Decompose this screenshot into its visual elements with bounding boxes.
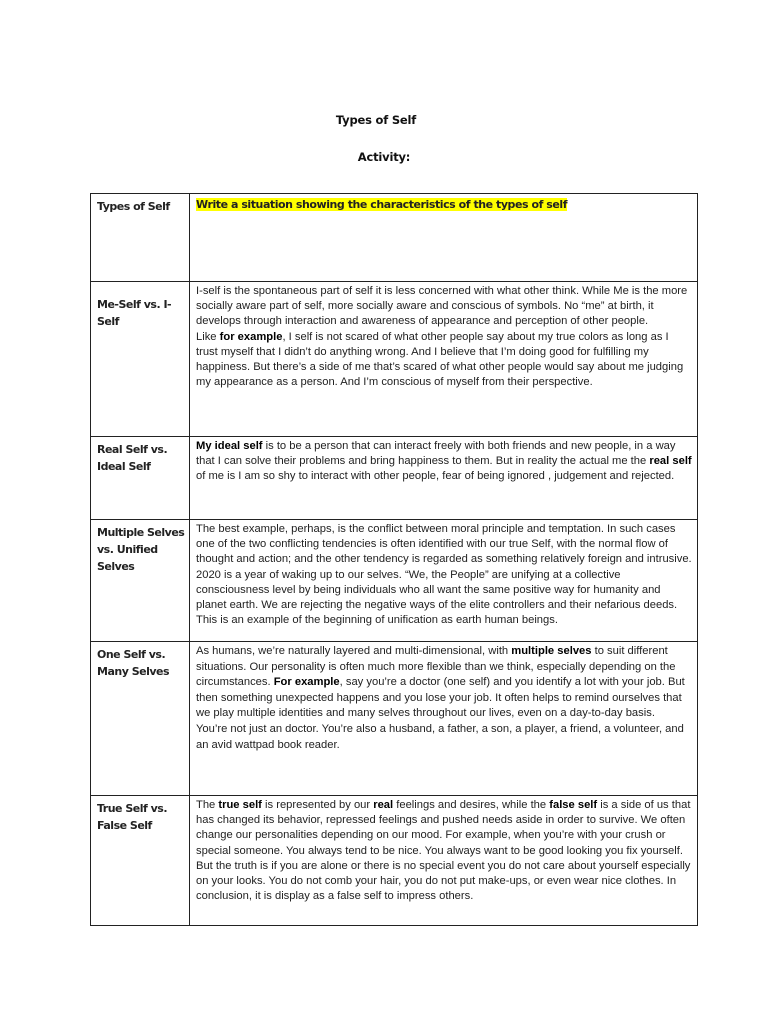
text-run: feelings and desires, while the xyxy=(393,799,550,811)
bold-run: real self xyxy=(649,455,692,468)
table-row xyxy=(91,437,698,520)
table-row xyxy=(91,282,698,437)
one-self-paragraph-2: You’re not just an doctor. You’re also a husband, a father, a son, a player, a friend, a volunteer, and an avid wattpad book reader. xyxy=(196,722,684,751)
table-row xyxy=(91,520,698,642)
row-body-cell xyxy=(190,520,698,642)
table-row xyxy=(91,642,698,796)
row-label-real-self: Real Self vs. Ideal Self xyxy=(97,443,168,473)
multiple-selves-paragraph-2: 2020 is a year of waking up to our selves. “We, the People” are unifying at a collective consciousness level by being individuals who all want the same positive way for humanity and planet earth. We are rejecting the negative ways of the elite controllers and their nefarious deeds. This is an example of the beginning of unification as earth human beings. xyxy=(196,568,678,627)
text-run: is represented by our xyxy=(261,799,374,811)
header-label-cell xyxy=(91,194,190,282)
bold-run: false self xyxy=(549,799,598,811)
true-self-paragraph xyxy=(196,798,693,904)
header-label: Types of Self xyxy=(97,200,170,213)
bold-run: real xyxy=(373,799,394,811)
row-label-cell xyxy=(91,282,190,437)
row-body-cell xyxy=(190,437,698,520)
text-run: of me is I am so shy to interact with other people, fear of being ignored , judgement and rejected. xyxy=(196,470,675,483)
bold-run: multiple selves xyxy=(511,645,592,657)
header-instruction-cell xyxy=(190,194,698,282)
text-run: , say you’re a doctor (one self) and you identify a lot with your job. But then something unexpected happens and you lose your job. It often helps to remind ourselves that we play multiple identities and many selves throughout our lives, even on a day-to-day basis. xyxy=(196,676,685,720)
row-body-cell xyxy=(190,282,698,437)
document-subtitle: Activity: xyxy=(357,150,411,164)
row-label-cell xyxy=(91,642,190,796)
bold-run: for example xyxy=(219,330,283,343)
row-label-cell xyxy=(91,437,190,520)
text-run: The xyxy=(196,799,219,811)
bold-run: true self xyxy=(218,799,262,811)
text-run: , I self is not scared of what other people say about my true colors as long as I trust myself that I didn’t do anything wrong. And I believe that I’m doing good for fulfilling my happiness. But there’s a side of me that’s scared of what other people would say about me judging my appearance as a person. And I’m conscious of myself from their perspective. xyxy=(196,330,684,389)
row-label-cell xyxy=(91,520,190,642)
text-run: to suit different situations. Our personality is often much more flexible than we think, especially depending on the circumstances. xyxy=(196,645,676,689)
table-row xyxy=(91,796,698,926)
types-of-self-table xyxy=(90,193,698,926)
row-body-cell xyxy=(190,642,698,796)
row-label-true-self: True Self vs. False Self xyxy=(97,802,168,832)
document-title: Types of Self xyxy=(335,113,417,127)
me-self-paragraph-1: I-self is the spontaneous part of self it is less concerned with what other think. While Me is the more socially aware part of self, more socially aware and conscious of symbols. No “me” at birth, it develops through interaction and awareness of appearance and perception of other people. xyxy=(196,285,688,328)
real-self-paragraph xyxy=(196,439,693,485)
text-run: is a side of us that has changed its behavior, repressed feelings and pushed needs aside in order to survive. We often change our personalities depending on our mood. For example, when you’re with your crush or special someone. You always tend to be nice. You always want to be good looking you fix yourself. But the truth is if you are alone or there is no special event you do not care about yourself especially on your looks. You do not comb your hair, you do not put make-ups, or even wear nice clothes. In conclusion, it is display as a false self to impress others. xyxy=(196,799,691,903)
text-run: is to be a person that can interact freely with both friends and new people, in a way that I can solve their problems and bring happiness to them. But in reality the actual me the xyxy=(196,440,676,468)
me-self-paragraph-2 xyxy=(196,330,693,391)
row-label-cell xyxy=(91,796,190,926)
text-run: Like xyxy=(196,330,220,343)
row-label-me-self: Me-Self vs. I-Self xyxy=(97,298,172,328)
bold-run: My ideal self xyxy=(196,440,263,452)
one-self-paragraph-1 xyxy=(196,644,693,722)
text-run: As humans, we’re naturally layered and multi-dimensional, with xyxy=(196,645,512,657)
multiple-selves-paragraph-1: The best example, perhaps, is the conflict between moral principle and temptation. In such cases one of the two conflicting tendencies is often identified with our true Self, with the normal flow of thought and action; and the other tendency is regarded as something relatively foreign and intrusive. xyxy=(196,523,692,566)
bold-run: For example xyxy=(273,676,340,689)
table-header-row xyxy=(91,194,698,282)
row-body-cell xyxy=(190,796,698,926)
header-instruction: Write a situation showing the characteristics of the types of self xyxy=(196,198,568,211)
row-label-multiple-selves: Multiple Selves vs. Unified Selves xyxy=(97,526,185,573)
row-label-one-self: One Self vs. Many Selves xyxy=(97,648,170,678)
